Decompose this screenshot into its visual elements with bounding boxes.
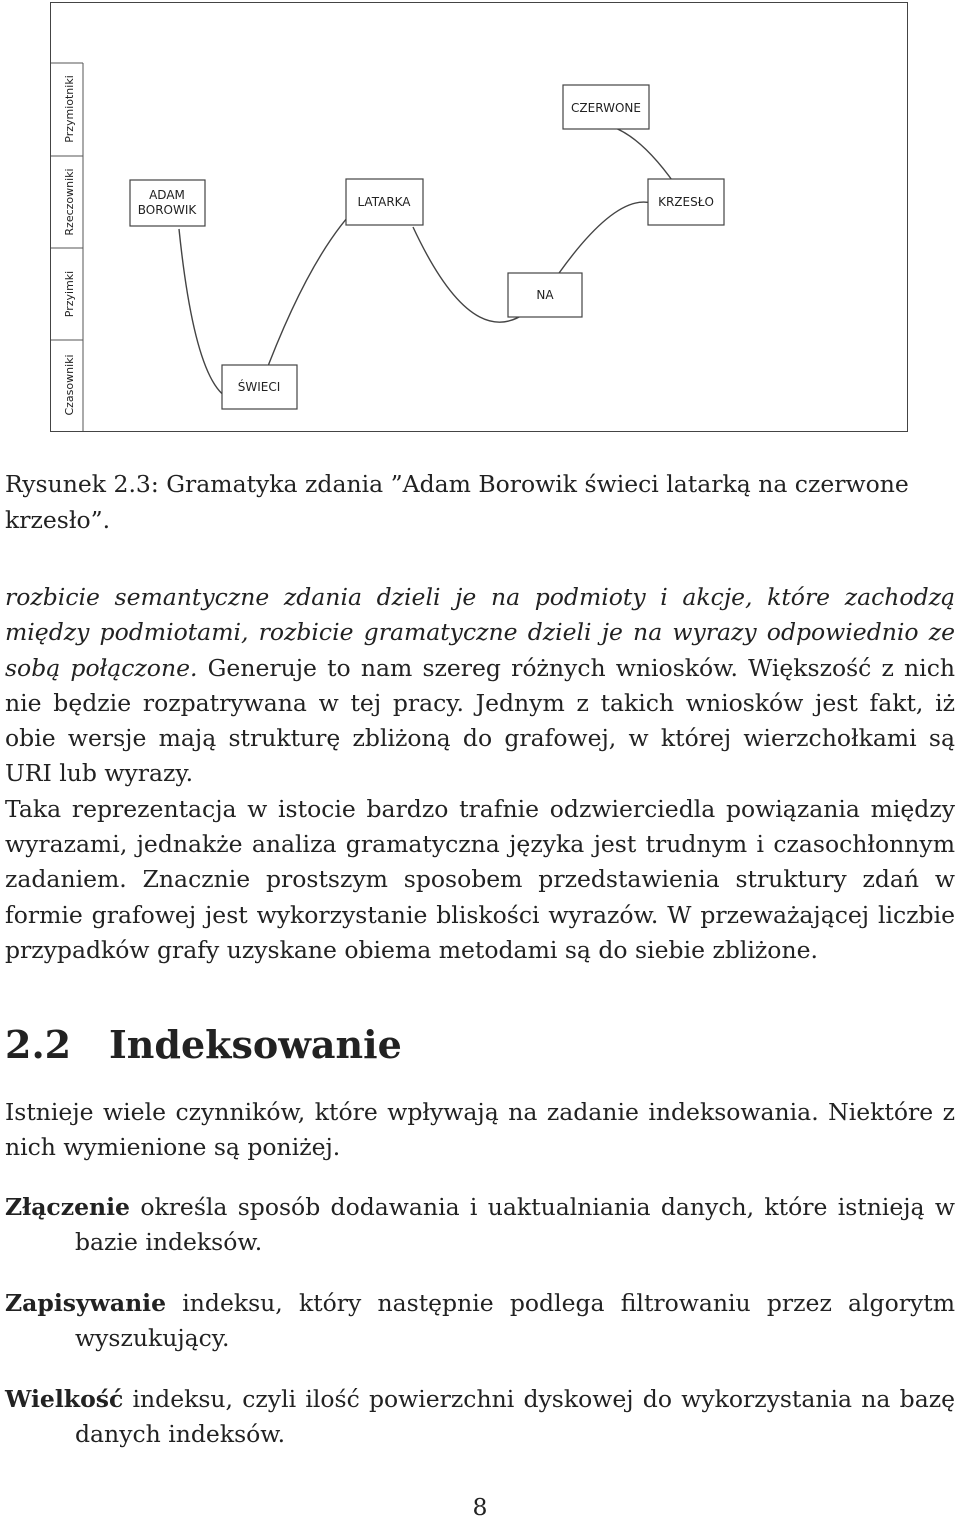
node-krzeslo [648,179,724,225]
lane-label-rzeczowniki: Rzeczowniki [63,168,76,236]
page-number: 8 [472,1493,488,1521]
node-swieci-label: ŚWIECI [237,380,281,394]
body-paragraph-1 [5,580,955,968]
node-na-label: NA [536,288,554,302]
node-na [508,273,582,317]
node-czerwone [563,85,649,129]
section-number: 2.2 [5,1022,72,1067]
description-item [5,1382,955,1453]
description-item [5,1286,955,1357]
lane-label-czasowniki: Czasowniki [63,354,76,416]
grammar-figure [50,2,908,432]
paragraph-text: Generuje to nam szereg różnych wniosków. Większość z nich nie będzie rozpatrywana w tej pracy. Jednym z takich wniosków jest fakt, iż obie wersje mają strukturę zbliżoną do grafowej, w której wierzchołkami są URI lub wyrazy. [5,653,955,788]
section-title: Indeksowanie [109,1022,402,1067]
node-adam-label-line1: ADAM [149,188,185,202]
section-heading [5,1020,402,1070]
description-term: Wielkość [5,1385,124,1413]
description-term: Złączenie [5,1193,130,1221]
node-czerwone-label: CZERWONE [571,101,641,115]
grammar-diagram [51,3,907,431]
italic-text: rozbicie semantyczne zdania dzieli je na podmioty i akcje, które zachodzą między podmiotami, rozbicie gramatyczne dzieli je na wyrazy odpowiednio ze sobą połączone. [5,583,955,682]
node-adam-label-line2: BOROWIK [137,203,197,217]
node-adam-borowik [130,180,205,226]
lane-label-przyimki: Przyimki [63,270,76,318]
node-krzeslo-label: KRZESŁO [658,195,714,209]
description-text: indeksu, który następnie podlega filtrowaniu przez algorytm wyszukujący. [75,1289,955,1353]
node-latarka [346,179,423,225]
description-term: Zapisywanie [5,1289,167,1317]
figure-caption: Rysunek 2.3: Gramatyka zdania ”Adam Borowik świeci latarką na czerwone krzesło”. [5,470,909,534]
description-text: określa sposób dodawania i uaktualniania danych, które istnieją w bazie indeksów. [75,1193,955,1257]
body-paragraph-2: Istnieje wiele czynników, które wpływają na zadanie indeksowania. Niektóre z nich wymienione są poniżej. [5,1098,955,1162]
node-swieci [222,365,297,409]
lane-label-przymiotniki: Przymiotniki [63,75,76,143]
edge-swieci-latarka [259,203,361,390]
node-latarka-label: LATARKA [357,195,411,209]
description-item [5,1190,955,1261]
description-text: indeksu, czyli ilość powierzchni dyskowej do wykorzystania na bazę danych indeksów. [75,1385,955,1449]
paragraph-text-second: Taka reprezentacja w istocie bardzo trafnie odzwierciedla powiązania między wyrazami, jednakże analiza gramatyczna języka jest trudnym i czasochłonnym zadaniem. Znacznie prostszym sposobem przedstawienia struktury zdań w formie grafowej jest wykorzystanie bliskości wyrazów. W przeważającej liczbie przypadków grafy uzyskane obiema metodami są do siebie zbliżone. [5,794,955,964]
